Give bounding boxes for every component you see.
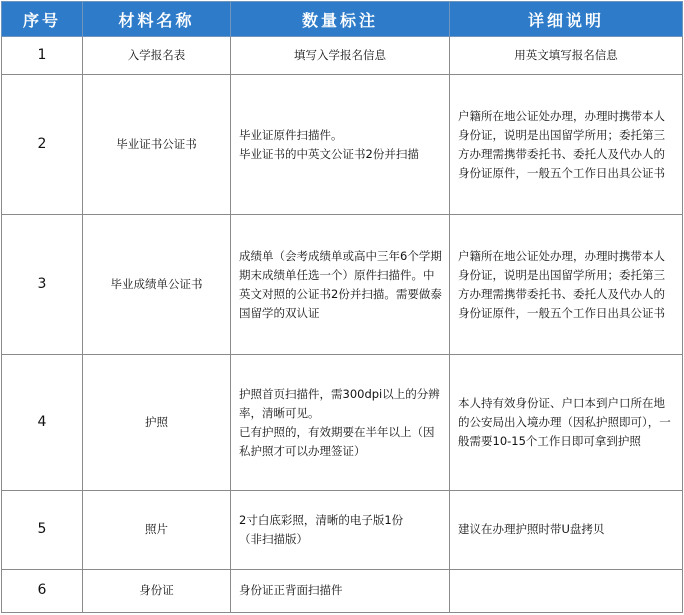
quantity-note <box>231 569 450 612</box>
table-row <box>2 491 683 570</box>
quantity-line: 2寸白底彩照，清晰的电子版1份（非扫描版） <box>239 512 404 546</box>
detail-line: 本人持有效身份证、户口本到户口所在地的公安局出入境办理（因私护照即可），一般需要10-15个工作日即可拿到护照 <box>458 396 671 449</box>
material-name: 入学报名表 <box>83 37 231 75</box>
detail-line: 户籍所在地公证处办理，办理时携带本人身份证，说明是出国留学所用；委托第三方办理需携带委托书、委托人及代办人的身份证原件，一般五个工作日出具公证书 <box>458 248 665 320</box>
header-name: 材料名称 <box>83 2 231 37</box>
detail-note <box>450 355 683 491</box>
row-number: 4 <box>2 355 83 491</box>
header-row <box>2 2 683 37</box>
row-number: 6 <box>2 569 83 612</box>
table-row <box>2 355 683 491</box>
table-row <box>2 569 683 612</box>
material-name: 照片 <box>83 491 231 570</box>
quantity-line: 护照首页扫描件，需300dpi以上的分辨率，清晰可见。 <box>239 386 440 420</box>
material-name: 毕业证书公证书 <box>83 75 231 215</box>
quantity-line: 填写入学报名信息 <box>294 48 386 63</box>
quantity-line: 已有护照的，有效期要在半年以上（因私护照才可以办理签证） <box>239 424 435 458</box>
row-number: 2 <box>2 75 83 215</box>
header-no: 序号 <box>2 2 83 37</box>
material-name: 身份证 <box>83 569 231 612</box>
row-number: 3 <box>2 215 83 355</box>
materials-table <box>1 1 683 613</box>
material-name: 毕业成绩单公证书 <box>83 215 231 355</box>
detail-line: 建议在办理护照时带U盘拷贝 <box>458 522 605 537</box>
quantity-line: 成绩单（会考成绩单或高中三年6个学期期末成绩单任选一个）原件扫描件。中英文对照的公证书2份并扫描。需要做泰国留学的双认证 <box>239 248 442 320</box>
row-number: 1 <box>2 37 83 75</box>
quantity-note <box>231 491 450 570</box>
detail-note <box>450 75 683 215</box>
quantity-note <box>231 215 450 355</box>
detail-note <box>450 569 683 612</box>
material-name: 护照 <box>83 355 231 491</box>
table-row <box>2 215 683 355</box>
quantity-note <box>231 75 450 215</box>
table-row <box>2 37 683 75</box>
detail-note <box>450 491 683 570</box>
header-detail: 详细说明 <box>450 2 683 37</box>
detail-note <box>450 37 683 75</box>
row-number: 5 <box>2 491 83 570</box>
quantity-note <box>231 355 450 491</box>
quantity-note <box>231 37 450 75</box>
detail-line: 户籍所在地公证处办理，办理时携带本人身份证，说明是出国留学所用；委托第三方办理需携带委托书、委托人及代办人的身份证原件，一般五个工作日出具公证书 <box>458 108 665 180</box>
quantity-line: 身份证正背面扫描件 <box>239 583 343 598</box>
detail-line: 用英文填写报名信息 <box>514 48 618 63</box>
quantity-line: 毕业证原件扫描件。 <box>239 127 343 142</box>
detail-note <box>450 215 683 355</box>
table-row <box>2 75 683 215</box>
header-quantity: 数量标注 <box>231 2 450 37</box>
quantity-line: 毕业证书的中英文公证书2份并扫描 <box>239 146 419 161</box>
